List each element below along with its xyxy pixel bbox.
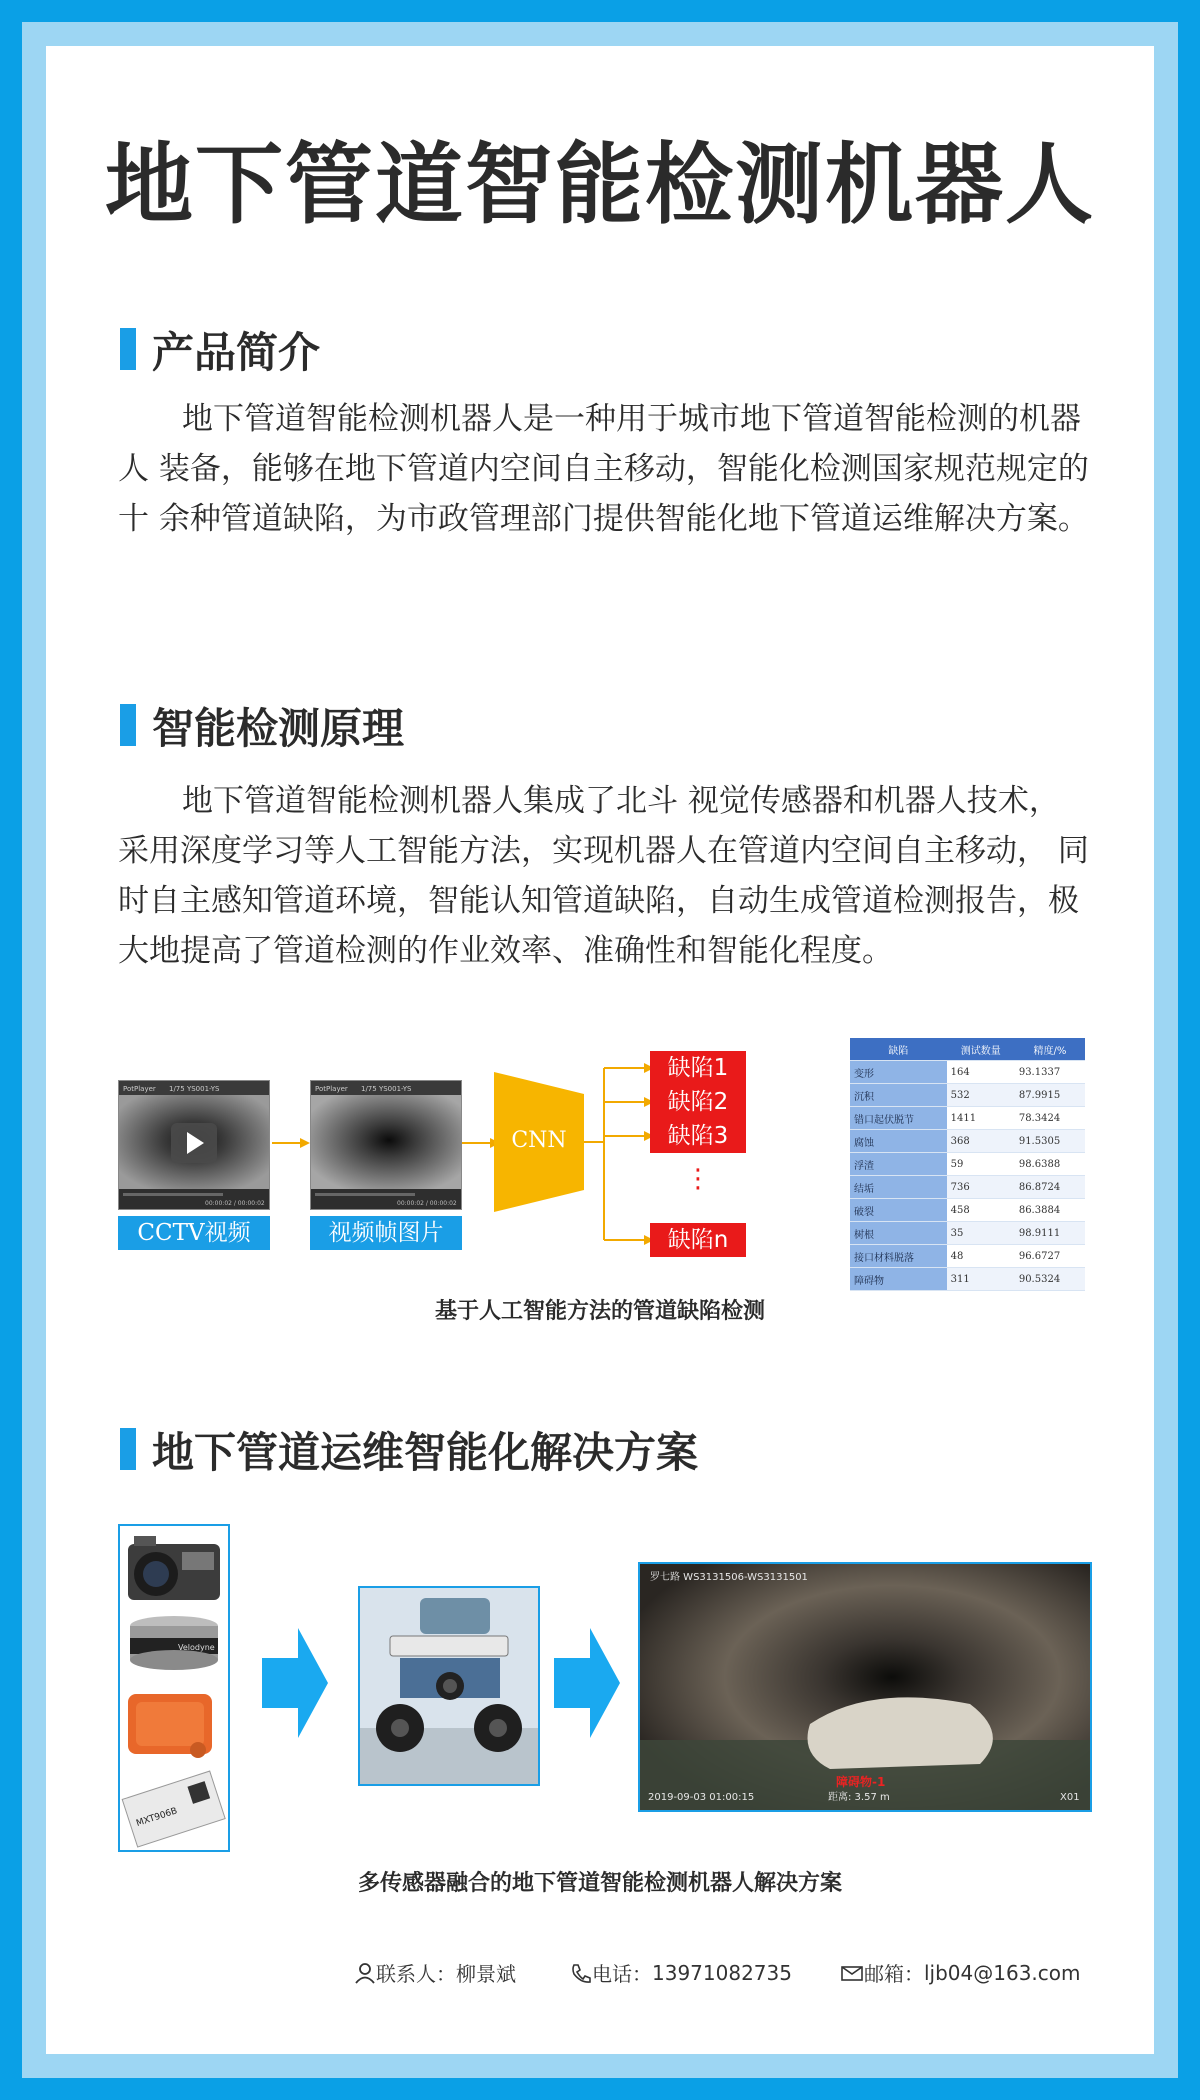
pipe-inspection-photo: [638, 1562, 1092, 1812]
arrow-right-icon: [272, 1136, 310, 1150]
gnss-module-icon: [122, 1771, 225, 1847]
pipe-video-frame: [119, 1081, 269, 1209]
principle-paragraph: 地下管道智能检测机器人集成了北斗 视觉传感器和机器人技术，采用深度学习等人工智能方法，实现机器人在管道内空间自主移动， 同时自主感知管道环境，智能认知管道缺陷，自动生成管道检测报告，极大地提高了管道检测的作业效率、准确性和智能化程度。: [118, 783, 1089, 969]
solution-caption: 多传感器融合的地下管道智能检测机器人解决方案: [357, 1871, 842, 1896]
contact-email-address[interactable]: ljb04@163.com: [924, 1960, 1081, 1985]
accuracy-table: [850, 1038, 1085, 1291]
player-file: 1/75 YS001-YS: [361, 1085, 412, 1093]
player-title: PotPlayer: [315, 1085, 348, 1093]
table-row: 沉积 532 87.9915: [850, 1084, 1085, 1107]
section-heading-principle: 智能检测原理: [152, 704, 405, 753]
camera-icon: [128, 1536, 220, 1600]
table-header: 测试数量: [947, 1038, 1015, 1061]
table-row: 接口材料脱落 48 96.6727: [850, 1245, 1085, 1268]
fanout-arrows: [584, 1050, 654, 1250]
player-title: PotPlayer: [123, 1085, 156, 1093]
contact-person-label: 联系人：: [376, 1962, 456, 1986]
section-marker: [120, 1428, 136, 1470]
table-row: 变形 164 93.1337: [850, 1061, 1085, 1084]
phone-icon: [570, 1962, 592, 1984]
player-time: 00:00:02 / 00:00:02: [397, 1200, 457, 1207]
arrow-right-icon: [554, 1628, 620, 1738]
arrow-right-icon: [262, 1628, 328, 1738]
pipe-defect-tag: 障碍物-1: [836, 1775, 886, 1789]
cnn-label: CNN: [511, 1128, 567, 1153]
frame-label: 视频帧图片: [310, 1216, 462, 1250]
diagram-caption: 基于人工智能方法的管道缺陷检测: [434, 1299, 765, 1324]
table-row: 破裂 458 86.3884: [850, 1199, 1085, 1222]
robot-photo: [358, 1586, 540, 1786]
player-time: 00:00:02 / 00:00:02: [205, 1200, 265, 1207]
contact-email: [840, 1958, 1081, 1987]
player-file: 1/75 YS001-YS: [169, 1085, 220, 1093]
pipe-distance: 距离: 3.57 m: [828, 1792, 890, 1803]
cctv-label: CCTV视频: [118, 1216, 270, 1250]
mail-icon: [840, 1962, 864, 1984]
contact-person: [354, 1958, 516, 1987]
cctv-video-thumbnail: [118, 1080, 270, 1210]
table-row: 错口起伏脱节 1411 78.3424: [850, 1107, 1085, 1130]
accuracy-table-container: [850, 1038, 1085, 1291]
pipe-still-frame: [311, 1081, 461, 1209]
intro-paragraph: 地下管道智能检测机器人是一种用于城市地下管道智能检测的机器人 装备，能够在地下管道内空间自主移动，智能化检测国家规范规定的十 余种管道缺陷，为市政管理部门提供智能化地下管道运维解决方案。: [118, 401, 1089, 537]
table-row: 障碍物 311 90.5324: [850, 1268, 1085, 1291]
defect-label: 缺陷n: [650, 1223, 746, 1257]
sensor-column: [118, 1524, 230, 1852]
pipe-timestamp: 2019-09-03 01:00:15: [648, 1792, 755, 1803]
section-marker: [120, 328, 136, 370]
table-row: 浮渣 59 98.6388: [850, 1153, 1085, 1176]
defect-label: 缺陷3: [650, 1119, 746, 1153]
module-label: MXT906B: [135, 1806, 179, 1830]
person-icon: [354, 1962, 376, 1984]
section-marker: [120, 704, 136, 746]
table-header: 精度/%: [1015, 1038, 1085, 1061]
pipe-interior: [640, 1564, 1090, 1810]
frame-image-thumbnail: [310, 1080, 462, 1210]
contact-person-name: 柳景斌: [456, 1962, 516, 1986]
section-heading-intro: 产品简介: [152, 328, 321, 377]
section-heading-solution: 地下管道运维智能化解决方案: [152, 1428, 699, 1477]
imu-sensor-icon: [128, 1694, 212, 1758]
defect-label: 缺陷1: [650, 1051, 746, 1085]
contact-phone: [570, 1958, 792, 1987]
pipe-header: 罗七路 WS3131506-WS3131501: [650, 1572, 808, 1583]
lidar-icon: [130, 1616, 218, 1670]
pipe-camera-id: X01: [1060, 1792, 1080, 1803]
contact-email-label: 邮箱：: [864, 1962, 924, 1986]
table-header: 缺陷: [850, 1038, 947, 1061]
page-title: 地下管道智能检测机器人: [104, 133, 1095, 236]
table-row: 结垢 736 86.8724: [850, 1176, 1085, 1199]
table-row: 树根 35 98.9111: [850, 1222, 1085, 1245]
contact-phone-number[interactable]: 13971082735: [652, 1960, 792, 1985]
sensor-images: [120, 1526, 228, 1850]
defect-label: 缺陷2: [650, 1085, 746, 1119]
lidar-brand: Velodyne: [178, 1643, 215, 1652]
robot-illustration: [360, 1588, 538, 1784]
contact-phone-label: 电话：: [592, 1962, 652, 1986]
table-row: 腐蚀 368 91.5305: [850, 1130, 1085, 1153]
defect-ellipsis: ⋮: [685, 1164, 711, 1194]
